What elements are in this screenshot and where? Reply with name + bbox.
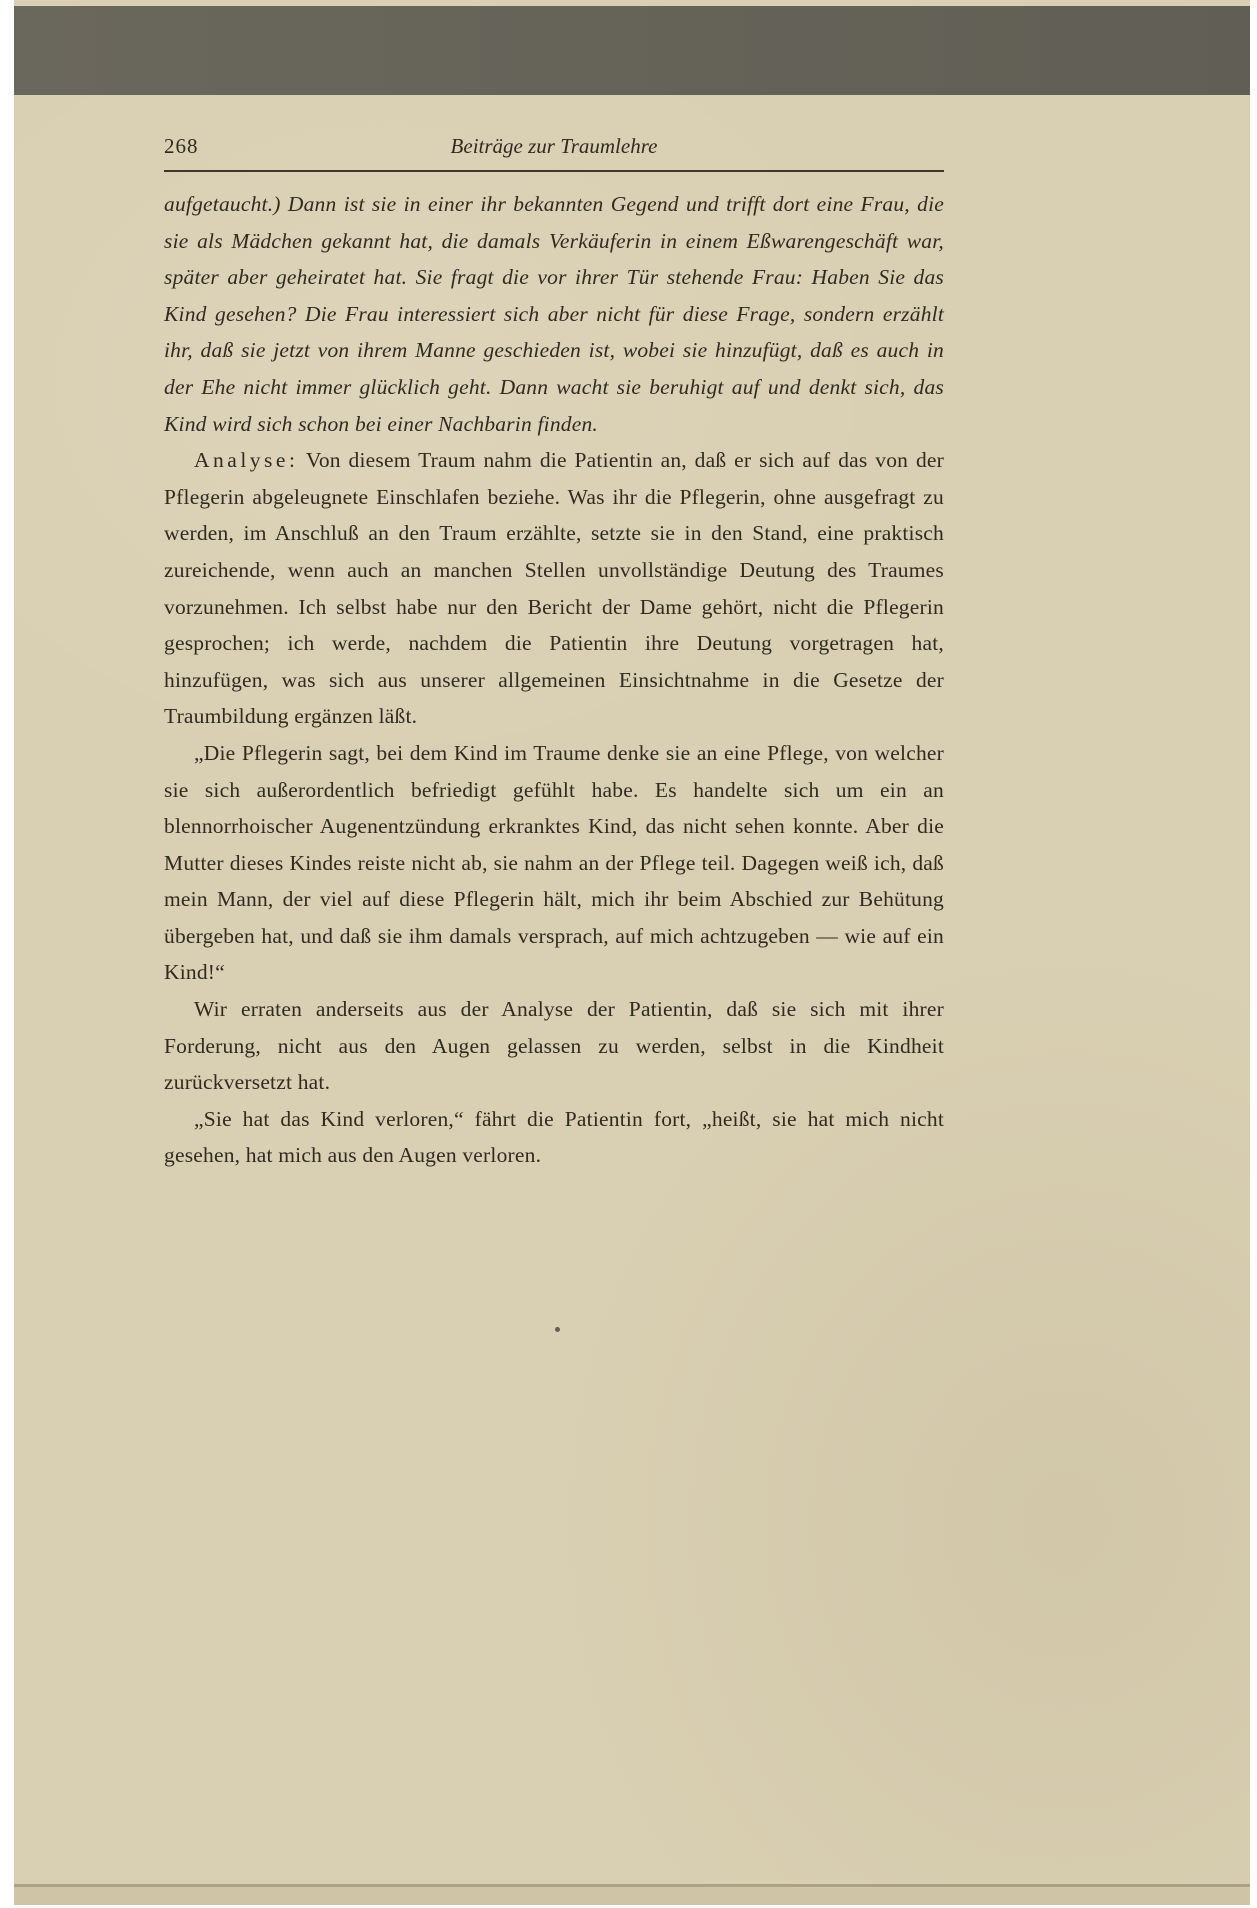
paragraph-analyse-lead: Analyse: — [194, 448, 299, 473]
ink-speck — [555, 1327, 560, 1332]
paragraph-analyse-body: Von diesem Traum nahm die Patientin an, daß er sich auf das von der Pflegerin abgeleugnete Einschlafen beziehe. Was ihr die Pflegerin, ohne ausgefragt zu werden, im Anschluß an den Traum erzählte, setzte sie in den Stand, eine praktisch zureichende, wenn auch an manchen Stellen unvollständige Deutung des Traumes vorzunehmen. Ich selbst habe nur den Bericht der Dame gehört, nicht die Pflegerin gesprochen; ich werde, nachdem die Patientin ihre Deutung vorgetragen hat, hinzufügen, was sich aus unserer allgemeinen Einsichtnahme in die Gesetze der Traumbildung ergänzen läßt. — [164, 448, 944, 729]
paragraph-kind-verloren: „Sie hat das Kind verloren,“ fährt die Patientin fort, „heißt, sie hat mich nicht gesehen, hat mich aus den Augen verloren. — [164, 1106, 944, 1168]
running-header — [164, 132, 944, 166]
header-rule — [164, 170, 944, 172]
scan-top-band — [14, 6, 1250, 95]
paragraph-dream-report: aufgetaucht.) Dann ist sie in einer ihr bekannten Gegend und trifft dort eine Frau, die sie als Mädchen gekannt hat, die damals Verkäuferin in einem Eßwarengeschäft war, später aber geheiratet hat. Sie fragt die vor ihrer Tür stehende Frau: Haben Sie das Kind gesehen? Die Frau interessiert sich aber nicht für diese Frage, sondern erzählt ihr, daß sie jetzt von ihrem Manne geschieden ist, wobei sie hinzufügt, daß es auch in der Ehe nicht immer glücklich geht. Dann wacht sie beruhigt auf und denkt sich, das Kind wird sich schon bei einer Nachbarin finden. — [164, 192, 944, 436]
scan-bottom-shade — [14, 1887, 1250, 1905]
running-title: Beiträge zur Traumlehre — [450, 134, 658, 158]
paragraph-wir-erraten: Wir erraten anderseits aus der Analyse der Patientin, daß sie sich mit ihrer Forderung, nicht aus den Augen gelassen zu werden, selbst in die Kindheit zurückversetzt hat. — [164, 997, 944, 1095]
paragraph-pflegerin-quote: „Die Pflegerin sagt, bei dem Kind im Traume denke sie an eine Pflege, von welcher sie sich außerordentlich befriedigt gefühlt habe. Es handelte sich um ein an blennorrhoischer Augenentzündung erkranktes Kind, das nicht sehen konnte. Aber die Mutter dieses Kindes reiste nicht ab, sie nahm an der Pflege teil. Dagegen weiß ich, daß mein Mann, der viel auf diese Pflegerin hält, mich ihr beim Abschied zur Behütung übergeben hat, und daß sie ihm damals versprach, auf mich achtzugeben — wie auf ein Kind!“ — [164, 740, 944, 985]
paragraph-analyse — [164, 442, 944, 735]
page-number: 268 — [164, 134, 199, 158]
body-text — [164, 186, 944, 1174]
text-column — [164, 132, 944, 1174]
